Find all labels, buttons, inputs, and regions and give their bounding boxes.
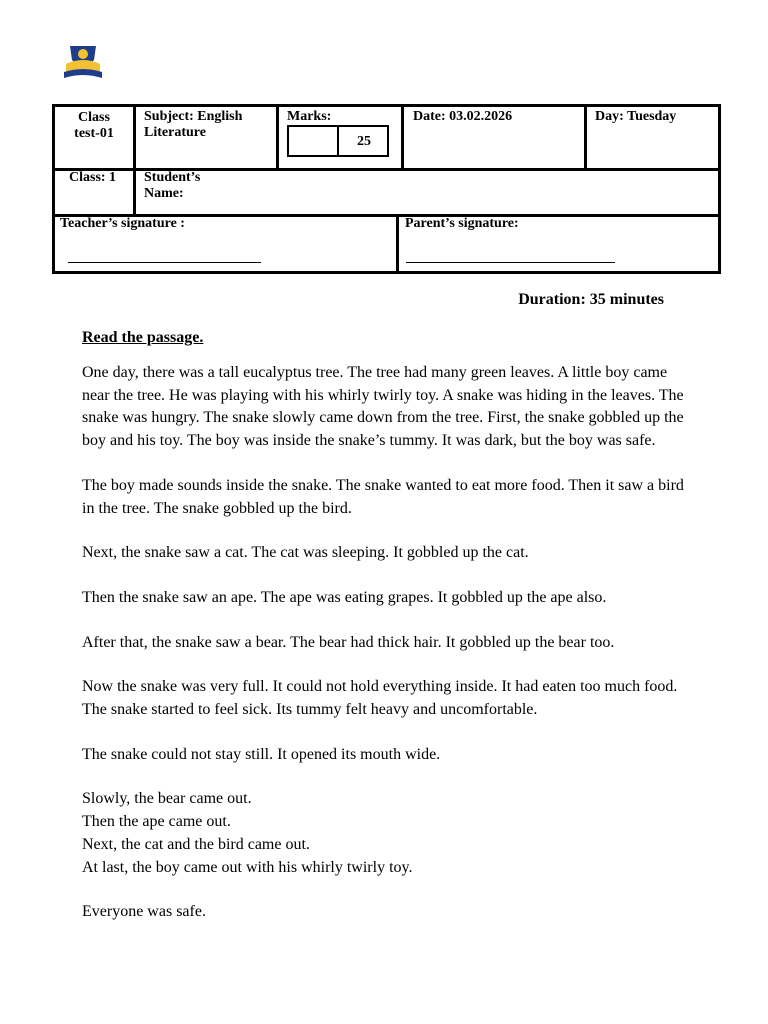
paragraph-6: Now the snake was very full. It could not hold everything inside. It had eaten too much food. The snake started to feel sick. Its tummy felt heavy and uncomfortable.: [82, 678, 678, 719]
duration-text: Duration: 35 minutes: [518, 291, 664, 308]
ending-line-4: At last, the boy came out with his whirly twirly toy.: [82, 858, 413, 876]
paragraph-1: One day, there was a tall eucalyptus tree. The tree had many green leaves. A little boy came near the tree. He was playing with his whirly twirly toy. A snake was hiding in the leaves. The snake was hungry. The snake slowly came down from the tree. First, the snake gobbled up the boy and his toy. The boy was inside the snake’s tummy. It was dark, but the boy was safe.: [82, 364, 684, 450]
ending-line-3: Next, the cat and the bird came out.: [82, 835, 310, 853]
passage-body: [82, 362, 694, 946]
student-name-label: Student’s Name:: [144, 170, 201, 201]
marks-label: Marks:: [287, 109, 332, 124]
student-name-cell: [133, 168, 718, 214]
header-row-1: [55, 107, 718, 171]
paragraph-3: Next, the snake saw a cat. The cat was sleeping. It gobbled up the cat.: [82, 544, 529, 562]
final-line: Everyone was safe.: [82, 903, 206, 921]
ending-line-2: Then the ape came out.: [82, 813, 231, 831]
paragraph-7: The snake could not stay still. It opened its mouth wide.: [82, 745, 441, 763]
parent-signature-cell: [396, 214, 718, 271]
class-cell: [55, 168, 133, 214]
class-test-label: Class test-01: [74, 110, 114, 141]
subject-cell: [133, 107, 276, 168]
teacher-signature-label: Teacher’s signature :: [60, 216, 185, 231]
paragraph-5: After that, the snake saw a bear. The bear had thick hair. It gobbled up the bear too.: [82, 633, 615, 651]
ending-paragraph: [82, 788, 694, 879]
header-row-3: [55, 214, 718, 271]
teacher-signature-cell: [55, 214, 396, 271]
class-label: Class: 1: [69, 170, 117, 185]
day-label: Day: Tuesday: [595, 109, 677, 124]
passage-heading: Read the passage.: [82, 329, 204, 346]
day-cell: [584, 107, 718, 168]
parent-signature-line: [406, 262, 615, 263]
paragraph-2: The boy made sounds inside the snake. The snake wanted to eat more food. Then it saw a bird in the tree. The snake gobbled up the bird.: [82, 476, 684, 517]
date-label: Date: 03.02.2026: [413, 109, 513, 124]
subject-label: Subject: English Literature: [144, 109, 243, 140]
school-logo-icon: [60, 42, 106, 82]
class-test-cell: [55, 107, 133, 168]
marks-cell: [276, 107, 401, 168]
marks-total: 25: [357, 134, 371, 149]
ending-line-1: Slowly, the bear came out.: [82, 790, 252, 808]
parent-signature-label: Parent’s signature:: [405, 216, 519, 231]
teacher-signature-line: [68, 262, 261, 263]
date-cell: [401, 107, 584, 168]
test-header-table: [52, 104, 721, 274]
paragraph-4: Then the snake saw an ape. The ape was eating grapes. It gobbled up the ape also.: [82, 588, 607, 606]
marks-box: [287, 125, 389, 157]
header-row-2: [55, 168, 718, 217]
